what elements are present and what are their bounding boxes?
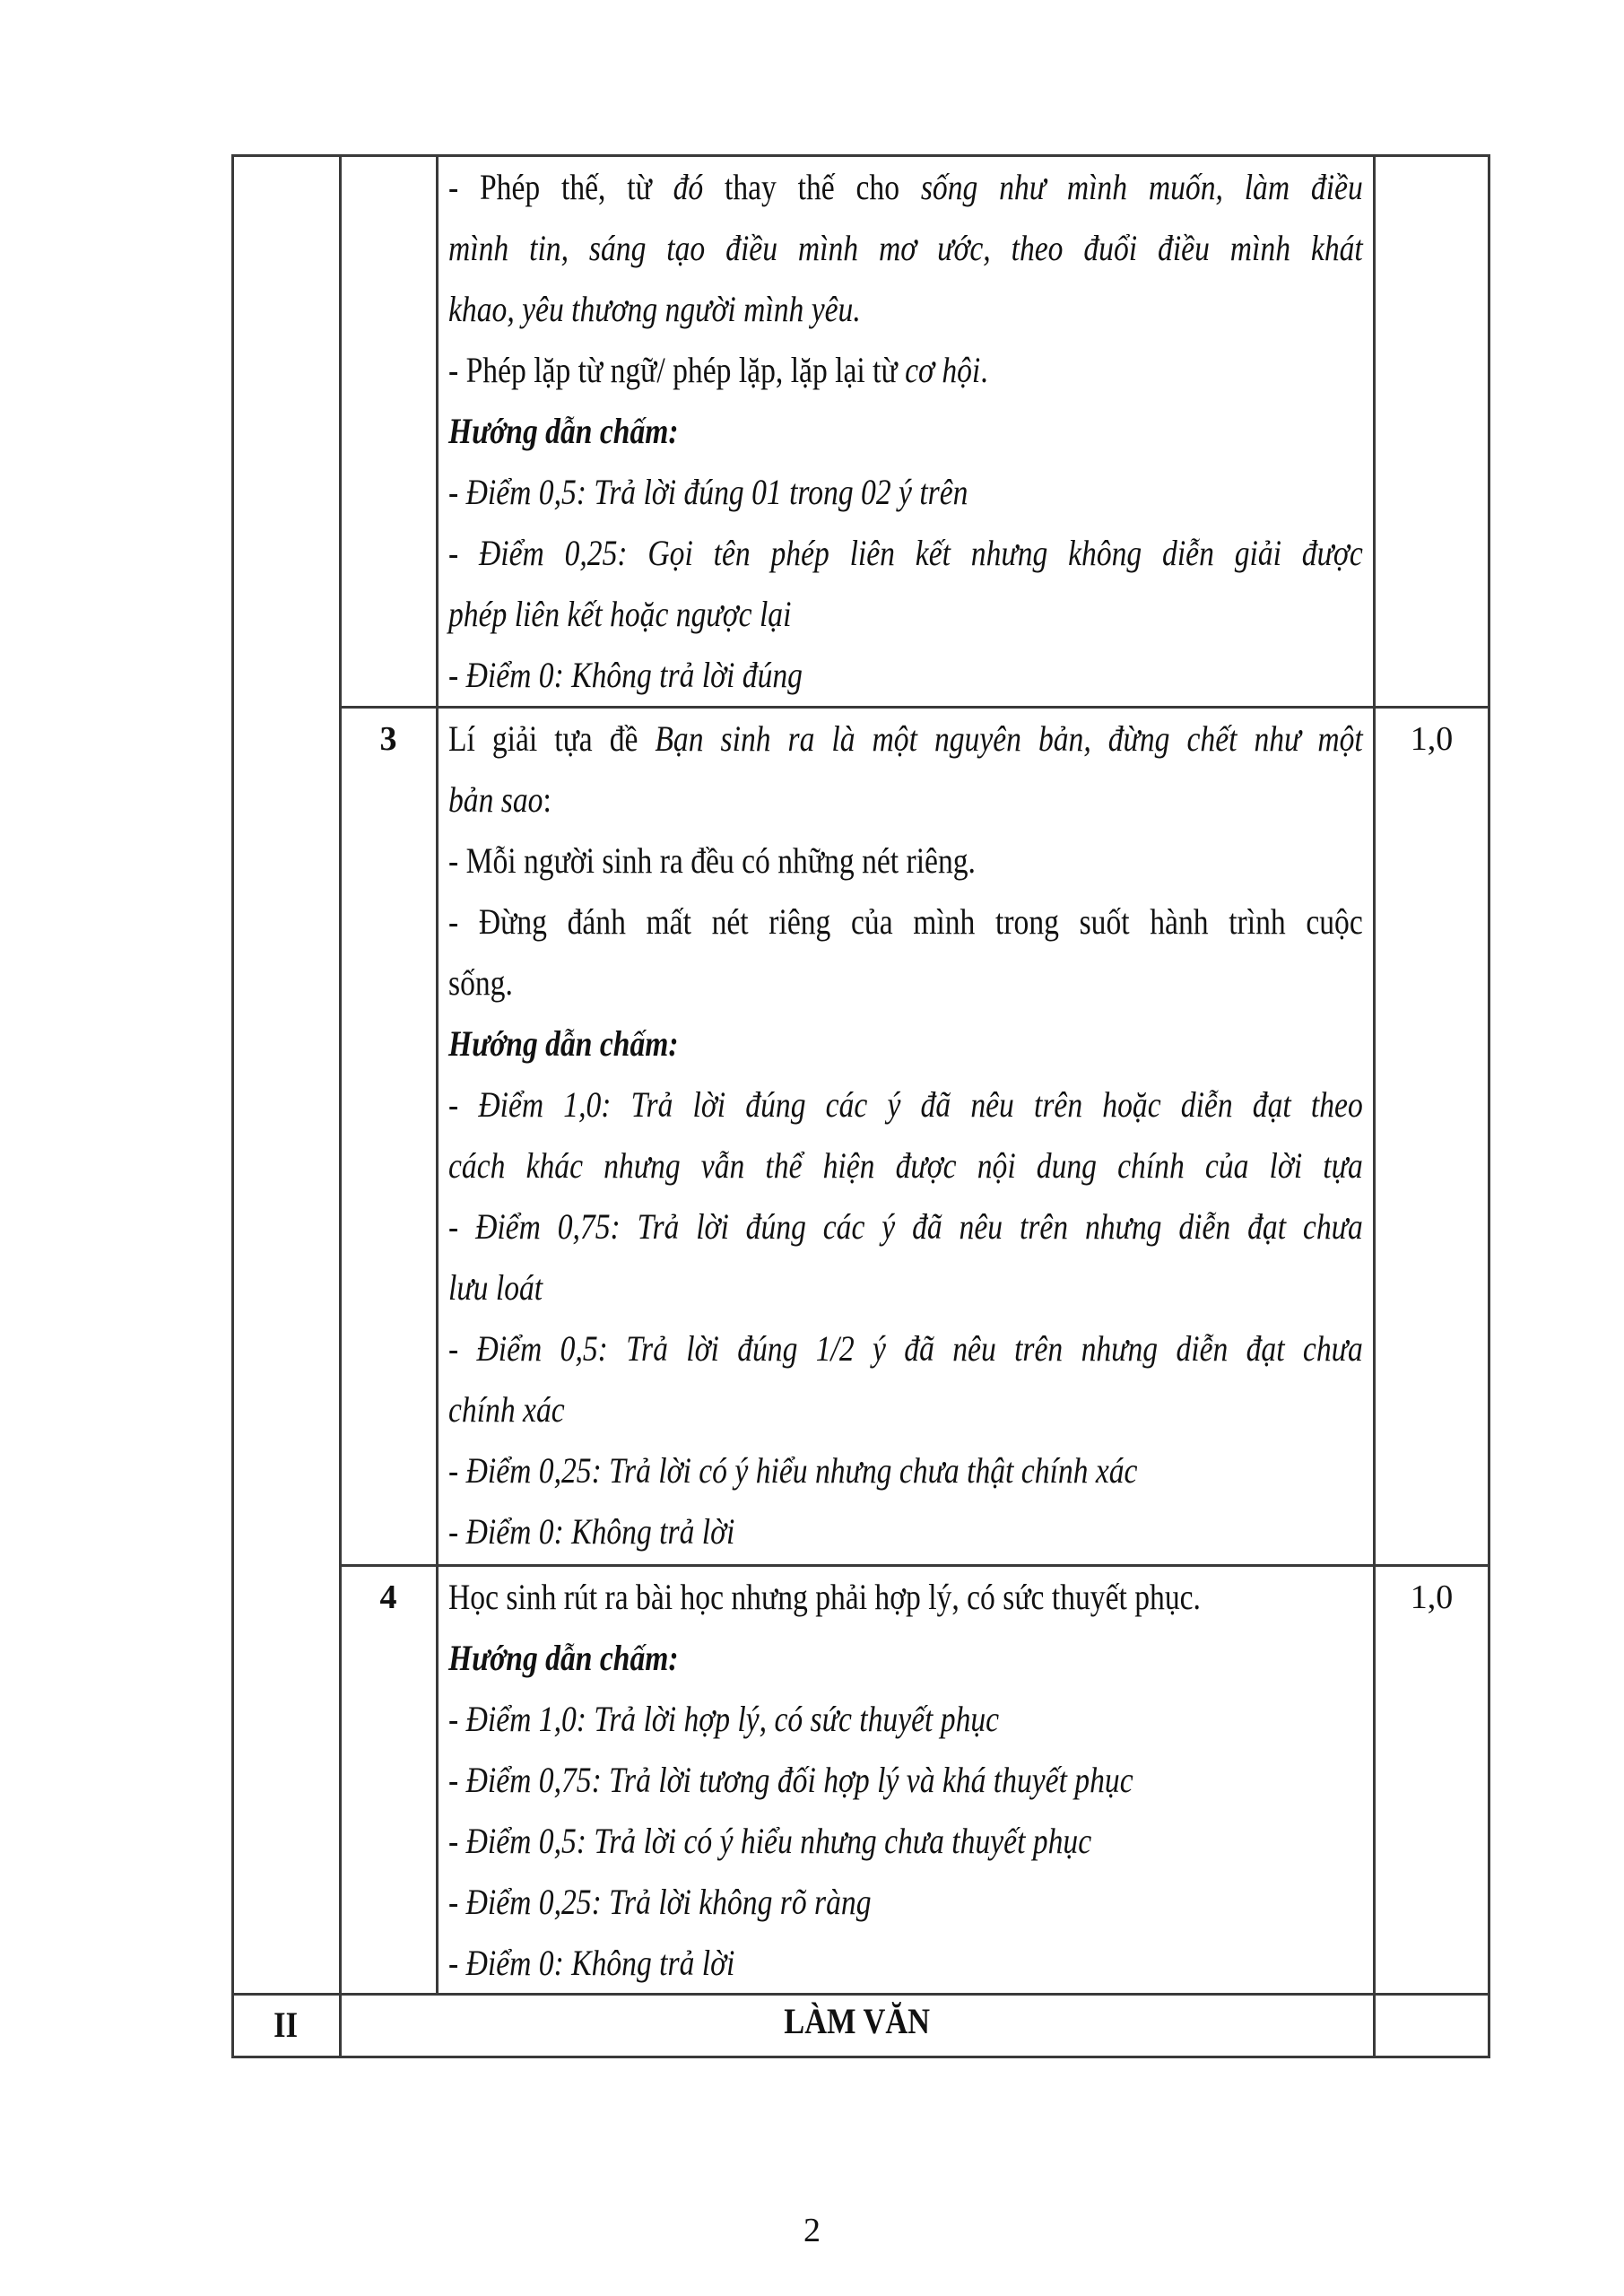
answer-line (448, 1196, 1363, 1257)
text-segment: - Điểm 0,5: Trả lời đúng 1/2 ý đã nêu trên nhưng diễn đạt chưa (448, 1328, 1363, 1369)
text-segment: Bạn sinh ra là một nguyên bản, đừng chết như một (655, 718, 1363, 759)
text-segment: : (543, 779, 551, 820)
text-segment: - Điểm 0,25: Trả lời không rõ ràng (448, 1882, 872, 1922)
text-segment: - Đừng đánh mất nét riêng của mình trong suốt hành trình cuộc (448, 901, 1363, 942)
answer-line (448, 1379, 1363, 1440)
score-q3: 1,0 (1410, 720, 1454, 758)
text-segment: . (980, 350, 988, 390)
answer-line (448, 891, 1363, 952)
answer-line (448, 1750, 1363, 1811)
answer-cell-q4 (448, 1567, 1363, 1994)
answer-line (448, 1689, 1363, 1750)
score-q4: 1,0 (1410, 1578, 1454, 1616)
answer-line-text (448, 1872, 872, 1933)
answer-line (448, 401, 1363, 462)
answer-line-text (448, 1933, 734, 1994)
answer-line (448, 584, 1363, 645)
text-segment: Học sinh rút ra bài học nhưng phải hợp lý, có sức thuyết phục. (448, 1577, 1201, 1617)
answer-line-text (448, 1257, 543, 1318)
text-segment: đó (673, 167, 704, 207)
grading-guide-heading: Hướng dẫn chấm: (448, 1638, 679, 1678)
text-segment: - Phép thế, từ (448, 167, 673, 207)
answer-line (448, 1628, 1363, 1689)
page-number: 2 (803, 2212, 821, 2249)
table-border-right (1488, 154, 1490, 2058)
answer-line-text (448, 1501, 734, 1562)
text-segment: - Phép lặp từ ngữ/ phép lặp, lặp lại từ (448, 350, 906, 390)
answer-line (448, 645, 1363, 706)
answer-line (448, 831, 1363, 891)
answer-cell-q3 (448, 709, 1363, 1562)
section-roman-text: II (274, 2005, 299, 2045)
answer-line (448, 1318, 1363, 1379)
table-border-left (231, 154, 234, 2058)
answer-line (448, 1257, 1363, 1318)
answer-line (448, 279, 1363, 340)
question-number-4: 4 (379, 1578, 397, 1616)
text-segment: - Điểm 1,0: Trả lời đúng các ý đã nêu trên hoặc diễn đạt theo (448, 1084, 1363, 1125)
text-segment: bản sao (448, 779, 543, 820)
answer-line-text (448, 462, 968, 523)
text-segment: - Điểm 1,0: Trả lời hợp lý, có sức thuyết phục (448, 1699, 1000, 1739)
answer-line-text (448, 1628, 679, 1689)
question-number-3: 3 (379, 720, 397, 758)
text-segment: chính xác (448, 1389, 565, 1430)
answer-line-text (448, 1135, 1363, 1196)
text-segment: - Điểm 0: Không trả lời (448, 1943, 735, 1983)
answer-line-text (448, 709, 1363, 770)
answer-line (448, 157, 1363, 218)
text-segment: cách khác nhưng vẫn thể hiện được nội dung chính của lời tựa (448, 1145, 1363, 1186)
answer-line-text (448, 1074, 1363, 1135)
answer-line (448, 523, 1363, 584)
grading-guide-heading: Hướng dẫn chấm: (448, 411, 679, 451)
answer-line-text (448, 157, 1363, 218)
table-divider-part (339, 154, 342, 2058)
grading-guide-heading: Hướng dẫn chấm: (448, 1023, 679, 1064)
answer-line (448, 340, 1363, 401)
answer-line (448, 770, 1363, 831)
section-roman-numeral (232, 1994, 340, 2057)
answer-line (448, 1074, 1363, 1135)
answer-line (448, 709, 1363, 770)
text-segment: Lí giải tựa đề (448, 718, 656, 759)
text-segment: - Mỗi người sinh ra đều có những nét riêng. (448, 840, 976, 881)
answer-line (448, 1440, 1363, 1501)
text-segment: cơ hội (905, 350, 981, 390)
text-segment: - Điểm 0,25: Trả lời có ý hiểu nhưng chưa thật chính xác (448, 1450, 1138, 1491)
text-segment: - Điểm 0,75: Trả lời đúng các ý đã nêu trên nhưng diễn đạt chưa (448, 1206, 1363, 1247)
section-title (340, 1994, 1374, 2057)
answer-line-text (448, 584, 791, 645)
answer-line-text (448, 1811, 1091, 1872)
text-segment: sống như mình muốn, làm điều (920, 167, 1363, 207)
answer-line-text (448, 1689, 999, 1750)
answer-line-text (448, 279, 861, 340)
answer-line-text (448, 218, 1363, 279)
answer-line-text (448, 891, 1363, 952)
text-segment: - Điểm 0: Không trả lời (448, 1511, 735, 1552)
answer-line-text (448, 523, 1363, 584)
text-segment: - Điểm 0,5: Trả lời có ý hiểu nhưng chưa thuyết phục (448, 1821, 1092, 1861)
answer-line-text (448, 831, 976, 891)
answer-line (448, 1013, 1363, 1074)
answer-line-text (448, 1318, 1363, 1379)
text-segment: phép liên kết hoặc ngược lại (448, 594, 792, 634)
text-segment: - Điểm 0,25: Gọi tên phép liên kết nhưng không diễn giải được (448, 533, 1363, 573)
answer-line (448, 952, 1363, 1013)
text-segment: lưu loát (448, 1267, 543, 1308)
answer-line-text (448, 1567, 1201, 1628)
answer-line (448, 1811, 1363, 1872)
answer-line-text (448, 770, 551, 831)
table-divider-score (1373, 154, 1376, 2058)
answer-line-text (448, 401, 679, 462)
text-segment: sống. (448, 962, 513, 1003)
answer-line-text (448, 340, 988, 401)
answer-line (448, 1135, 1363, 1196)
section-title-text: LÀM VĂN (784, 2001, 930, 2041)
answer-cell-q2-continued (448, 157, 1363, 706)
answer-line (448, 1933, 1363, 1994)
answer-line-text (448, 952, 513, 1013)
text-segment: - Điểm 0,5: Trả lời đúng 01 trong 02 ý trên (448, 472, 968, 512)
answer-line (448, 1567, 1363, 1628)
answer-line (448, 218, 1363, 279)
answer-line-text (448, 645, 803, 706)
text-segment: mình tin, sáng tạo điều mình mơ ước, theo đuổi điều mình khát (448, 228, 1363, 268)
answer-line-text (448, 1440, 1137, 1501)
text-segment: khao, yêu thương người mình yêu. (448, 289, 861, 329)
table-divider-question (436, 154, 439, 1995)
text-segment: - Điểm 0,75: Trả lời tương đối hợp lý và khá thuyết phục (448, 1760, 1133, 1800)
text-segment: - Điểm 0: Không trả lời đúng (448, 655, 803, 695)
answer-line (448, 462, 1363, 523)
text-segment: thay thế cho (703, 167, 921, 207)
answer-line-text (448, 1196, 1363, 1257)
answer-line (448, 1501, 1363, 1562)
answer-line-text (448, 1013, 679, 1074)
answer-line-text (448, 1379, 565, 1440)
answer-line (448, 1872, 1363, 1933)
answer-line-text (448, 1750, 1133, 1811)
